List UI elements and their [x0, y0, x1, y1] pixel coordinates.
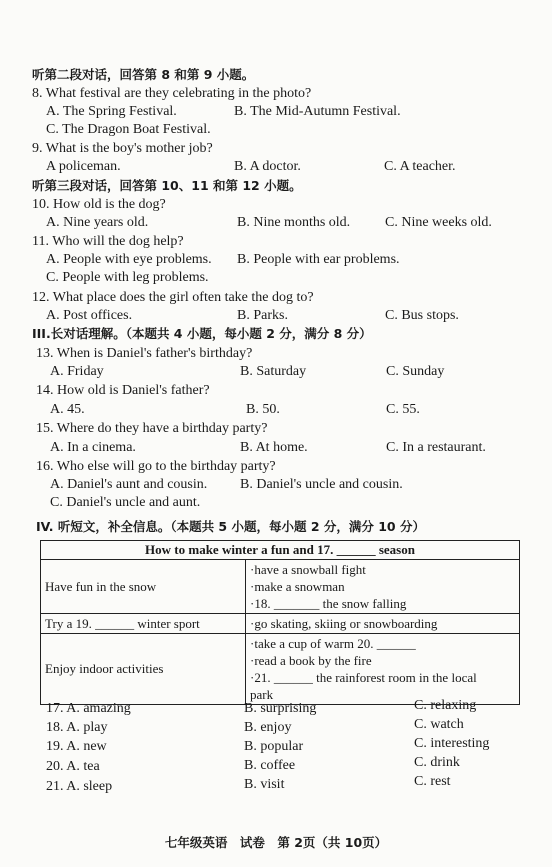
choice-20-b: B. coffee: [244, 758, 296, 773]
q10-option-b: B. Nine months old.: [237, 215, 351, 230]
q10-option-a: A. Nine years old.: [46, 215, 149, 230]
q16-option-c: C. Daniel's uncle and aunt.: [50, 495, 201, 510]
q8-option-b: B. The Mid-Autumn Festival.: [234, 104, 401, 119]
table-item: ·have a snowball fight: [250, 562, 366, 577]
q14-option-a: A. 45.: [50, 402, 85, 417]
table-row: [41, 560, 520, 614]
q14-option-b: B. 50.: [246, 402, 280, 417]
q8-option-a: A. The Spring Festival.: [46, 104, 177, 119]
table-row: [41, 634, 520, 705]
q10-option-c: C. Nine weeks old.: [385, 215, 492, 230]
choice-21-c: C. rest: [414, 774, 451, 789]
table-row-content: [246, 634, 520, 705]
q15-option-c: C. In a restaurant.: [386, 440, 486, 455]
q8-option-c: C. The Dragon Boat Festival.: [46, 122, 211, 137]
choice-19-a: 19. A. new: [46, 739, 107, 754]
q12-option-c: C. Bus stops.: [385, 308, 459, 323]
section-heading-3: 听第三段对话，回答第 10、11 和第 12 小题。: [32, 178, 302, 193]
choice-21-b: B. visit: [244, 777, 285, 792]
table-item: park: [250, 687, 274, 702]
table-row-label: Enjoy indoor activities: [41, 634, 246, 705]
q13-option-c: C. Sunday: [386, 364, 445, 379]
q16-option-b: B. Daniel's uncle and cousin.: [240, 477, 403, 492]
section-heading-iv: IV. 听短文，补全信息。（本题共 5 小题，每小题 2 分，满分 10 分）: [36, 519, 425, 534]
table-row: [41, 614, 520, 634]
section-heading-2: 听第二段对话，回答第 8 和第 9 小题。: [32, 67, 255, 82]
question-15: 15. Where do they have a birthday party?: [36, 421, 268, 436]
q12-option-b: B. Parks.: [237, 308, 288, 323]
q11-option-b: B. People with ear problems.: [237, 252, 400, 267]
table-item: ·take a cup of warm 20. ______: [250, 636, 416, 651]
table-item: ·21. ______ the rainforest room in the local: [250, 670, 477, 685]
table-item: ·read a book by the fire: [250, 653, 372, 668]
choice-17-b: B. surprising: [244, 701, 317, 716]
question-14: 14. How old is Daniel's father?: [36, 383, 210, 398]
question-11: 11. Who will the dog help?: [32, 234, 184, 249]
choice-18-c: C. watch: [414, 717, 464, 732]
question-16: 16. Who else will go to the birthday party?: [36, 459, 276, 474]
table-item: ·make a snowman: [250, 579, 345, 594]
question-13: 13. When is Daniel's father's birthday?: [36, 346, 253, 361]
table-row-content: [246, 614, 520, 634]
q15-option-a: A. In a cinema.: [50, 440, 136, 455]
choice-19-b: B. popular: [244, 739, 304, 754]
choice-21-a: 21. A. sleep: [46, 779, 113, 794]
q12-option-a: A. Post offices.: [46, 308, 133, 323]
question-8: 8. What festival are they celebrating in the photo?: [32, 86, 312, 101]
question-12: 12. What place does the girl often take the dog to?: [32, 290, 314, 305]
q9-option-b: B. A doctor.: [234, 159, 301, 174]
q9-option-a: A policeman.: [46, 159, 121, 174]
table-header-row: [41, 541, 520, 560]
page-footer: 七年级英语 试卷 第 2页（共 10页）: [164, 835, 388, 850]
q16-option-a: A. Daniel's aunt and cousin.: [50, 477, 208, 492]
q14-option-c: C. 55.: [386, 402, 420, 417]
q13-option-b: B. Saturday: [240, 364, 307, 379]
table-item: ·18. _______ the snow falling: [250, 596, 407, 611]
choice-18-b: B. enjoy: [244, 720, 292, 735]
q11-option-c: C. People with leg problems.: [46, 270, 209, 285]
table-row-label: Have fun in the snow: [41, 560, 246, 614]
q9-option-c: C. A teacher.: [384, 159, 456, 174]
choice-20-c: C. drink: [414, 755, 460, 770]
question-9: 9. What is the boy's mother job?: [32, 141, 213, 156]
table-row-content: [246, 560, 520, 614]
choice-17-c: C. relaxing: [414, 698, 477, 713]
q15-option-b: B. At home.: [240, 440, 308, 455]
q13-option-a: A. Friday: [50, 364, 104, 379]
choice-19-c: C. interesting: [414, 736, 490, 751]
table-item: ·go skating, skiing or snowboarding: [250, 616, 438, 631]
table-header: How to make winter a fun and 17. ______ season: [41, 541, 520, 560]
section-heading-iii: III.长对话理解。（本题共 4 小题，每小题 2 分，满分 8 分）: [32, 326, 372, 341]
choice-17-a: 17. A. amazing: [46, 701, 131, 716]
table-row-label: Try a 19. ______ winter sport: [41, 614, 246, 634]
question-10: 10. How old is the dog?: [32, 197, 166, 212]
choice-18-a: 18. A. play: [46, 720, 108, 735]
choice-20-a: 20. A. tea: [46, 759, 100, 774]
info-table: [40, 540, 520, 705]
q11-option-a: A. People with eye problems.: [46, 252, 212, 267]
